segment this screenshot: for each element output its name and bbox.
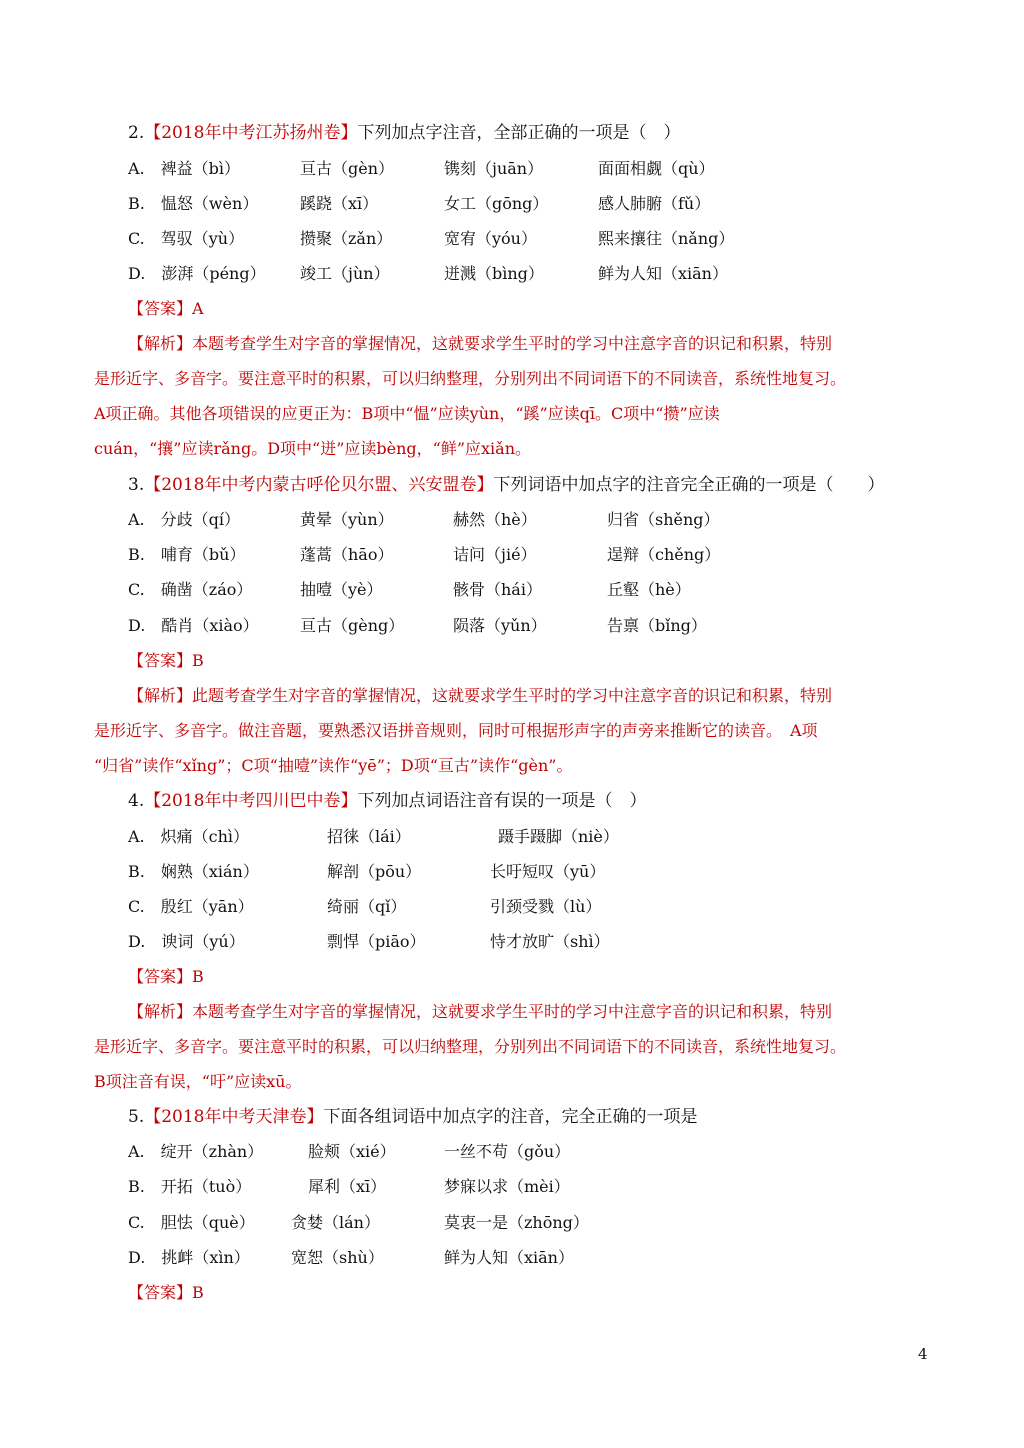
option-text: B. 娴熟（xián）: [128, 862, 259, 881]
question-stem: 下面各组词语中加点字的注音，完全正确的一项是: [323, 1107, 698, 1127]
question-stem: 下列词语中加点字的注音完全正确的一项是（ ）: [493, 475, 885, 495]
question-number: 2.: [128, 123, 145, 143]
option-text: 熙来攘往（nǎng）: [598, 229, 735, 248]
option-text: 恃才放旷（shì）: [490, 932, 610, 951]
option-text: C. 胆怯（què）: [128, 1213, 255, 1232]
option-text: 逞辩（chěng）: [607, 545, 721, 564]
option-text: 丘壑（hè）: [607, 580, 691, 599]
answer-label: 【答案】A: [128, 299, 204, 318]
analysis-line: A项正确。其他各项错误的应更正为：B项中“愠”应读yùn，“蹊”应读qī。C项中“攒”应读: [94, 404, 720, 423]
option-text: 陨落（yǔn）: [453, 616, 547, 635]
option-text: B. 哺育（bǔ）: [128, 545, 246, 564]
option-text: 赫然（hè）: [453, 510, 537, 529]
option-text: A. 分歧（qí）: [128, 510, 241, 529]
option-text: 宽宥（yóu）: [444, 229, 537, 248]
analysis-line: 【解析】本题考查学生对字音的掌握情况，这就要求学生平时的学习中注意字音的识记和积累，特别: [128, 1002, 833, 1021]
option-text: C. 殷红（yān）: [128, 897, 254, 916]
option-text: A. 裨益（bì）: [128, 159, 241, 178]
answer-label: 【答案】B: [128, 967, 204, 986]
option-text: 黄晕（yùn）: [300, 510, 394, 529]
analysis-block: [94, 685, 934, 790]
analysis-line: 是形近字、多音字。做注音题，要熟悉汉语拼音规则，同时可根据形声字的声旁来推断它的读音。 A项: [94, 721, 818, 740]
option-text: A. 炽痛（chì）: [128, 827, 250, 846]
analysis-line: 是形近字、多音字。要注意平时的积累，可以归纳整理，分别列出不同词语下的不同读音，系统性地复习。: [94, 369, 847, 388]
option-text: 骸骨（hái）: [453, 580, 542, 599]
analysis-line: 是形近字、多音字。要注意平时的积累，可以归纳整理，分别列出不同词语下的不同读音，系统性地复习。: [94, 1037, 847, 1056]
question-2-title: [128, 122, 681, 144]
question-source: 【2018年中考内蒙古呼伦贝尔盟、兴安盟卷】: [144, 475, 494, 495]
option-text: 抽噎（yè）: [300, 580, 383, 599]
option-text: D. 谀词（yú）: [128, 932, 245, 951]
option-text: 鲜为人知（xiān）: [598, 264, 728, 283]
option-text: A. 绽开（zhàn）: [128, 1142, 264, 1161]
option-text: 亘古（gèng）: [300, 616, 405, 635]
option-text: 脸颊（xié）: [308, 1142, 396, 1161]
option-text: 犀利（xī）: [308, 1177, 387, 1196]
option-text: B. 愠怒（wèn）: [128, 194, 259, 213]
answer-label: 【答案】B: [128, 1283, 204, 1302]
option-text: 引颈受戮（lù）: [490, 897, 602, 916]
question-number: 3.: [128, 475, 145, 495]
option-text: D. 酷肖（xiào）: [128, 616, 259, 635]
option-text: 长吁短叹（yū）: [490, 862, 606, 881]
option-text: 贪婪（lán）: [291, 1213, 380, 1232]
option-text: 竣工（jùn）: [300, 264, 390, 283]
option-text: 绮丽（qǐ）: [327, 897, 407, 916]
option-text: D. 澎湃（péng）: [128, 264, 266, 283]
option-text: 镌刻（juān）: [444, 159, 544, 178]
option-text: 迸溅（bìng）: [444, 264, 544, 283]
option-text: 鲜为人知（xiān）: [444, 1248, 574, 1267]
option-text: C. 确凿（záo）: [128, 580, 253, 599]
option-text: 女工（gōng）: [444, 194, 549, 213]
option-text: 剽悍（piāo）: [327, 932, 426, 951]
question-4-title: [128, 790, 647, 812]
option-text: 诘问（jié）: [453, 545, 537, 564]
option-text: 面面相觑（qù）: [598, 159, 715, 178]
analysis-line: 【解析】本题考查学生对字音的掌握情况，这就要求学生平时的学习中注意字音的识记和积累，特别: [128, 334, 833, 353]
analysis-line: cuán，“攘”应读rǎng。D项中“迸”应读bèng，“鲜”应xiǎn。: [94, 439, 531, 458]
option-text: 一丝不苟（gǒu）: [444, 1142, 571, 1161]
option-text: 蹊跷（xī）: [300, 194, 379, 213]
question-3-title: [128, 474, 885, 496]
option-text: C. 驾驭（yù）: [128, 229, 245, 248]
option-text: D. 挑衅（xìn）: [128, 1248, 250, 1267]
option-text: 归省（shěng）: [607, 510, 720, 529]
page-number: 4: [918, 1345, 928, 1363]
question-stem: 下列加点词语注音有误的一项是（ ）: [357, 791, 647, 811]
analysis-line: “归省”读作“xǐng”；C项“抽噎”读作“yē”；D项“亘古”读作“gèn”。: [94, 756, 573, 775]
question-number: 4.: [128, 791, 145, 811]
option-text: 感人肺腑（fǔ）: [598, 194, 711, 213]
answer-label: 【答案】B: [128, 651, 204, 670]
option-text: 宽恕（shù）: [291, 1248, 384, 1267]
option-text: 亘古（gèn）: [300, 159, 395, 178]
analysis-line: 【解析】此题考查学生对字音的掌握情况，这就要求学生平时的学习中注意字音的识记和积累，特别: [128, 686, 833, 705]
option-text: 梦寐以求（mèi）: [444, 1177, 570, 1196]
option-text: 蹑手蹑脚（niè）: [498, 827, 619, 846]
option-text: 解剖（pōu）: [327, 862, 422, 881]
option-text: B. 开拓（tuò）: [128, 1177, 252, 1196]
option-text: 攒聚（zǎn）: [300, 229, 393, 248]
question-source: 【2018年中考天津卷】: [144, 1107, 324, 1127]
analysis-line: B项注音有误，“吁”应读xū。: [94, 1072, 302, 1091]
question-source: 【2018年中考江苏扬州卷】: [144, 123, 358, 143]
option-text: 告禀（bǐng）: [607, 616, 707, 635]
option-text: 莫衷一是（zhōng）: [444, 1213, 589, 1232]
question-number: 5.: [128, 1107, 145, 1127]
question-stem: 下列加点字注音，全部正确的一项是（ ）: [357, 123, 681, 143]
option-text: 招徕（lái）: [327, 827, 411, 846]
option-text: 蓬蒿（hāo）: [300, 545, 394, 564]
analysis-block: [94, 1001, 934, 1106]
question-5-title: [128, 1106, 698, 1128]
analysis-block: [94, 333, 934, 473]
question-source: 【2018年中考四川巴中卷】: [144, 791, 358, 811]
